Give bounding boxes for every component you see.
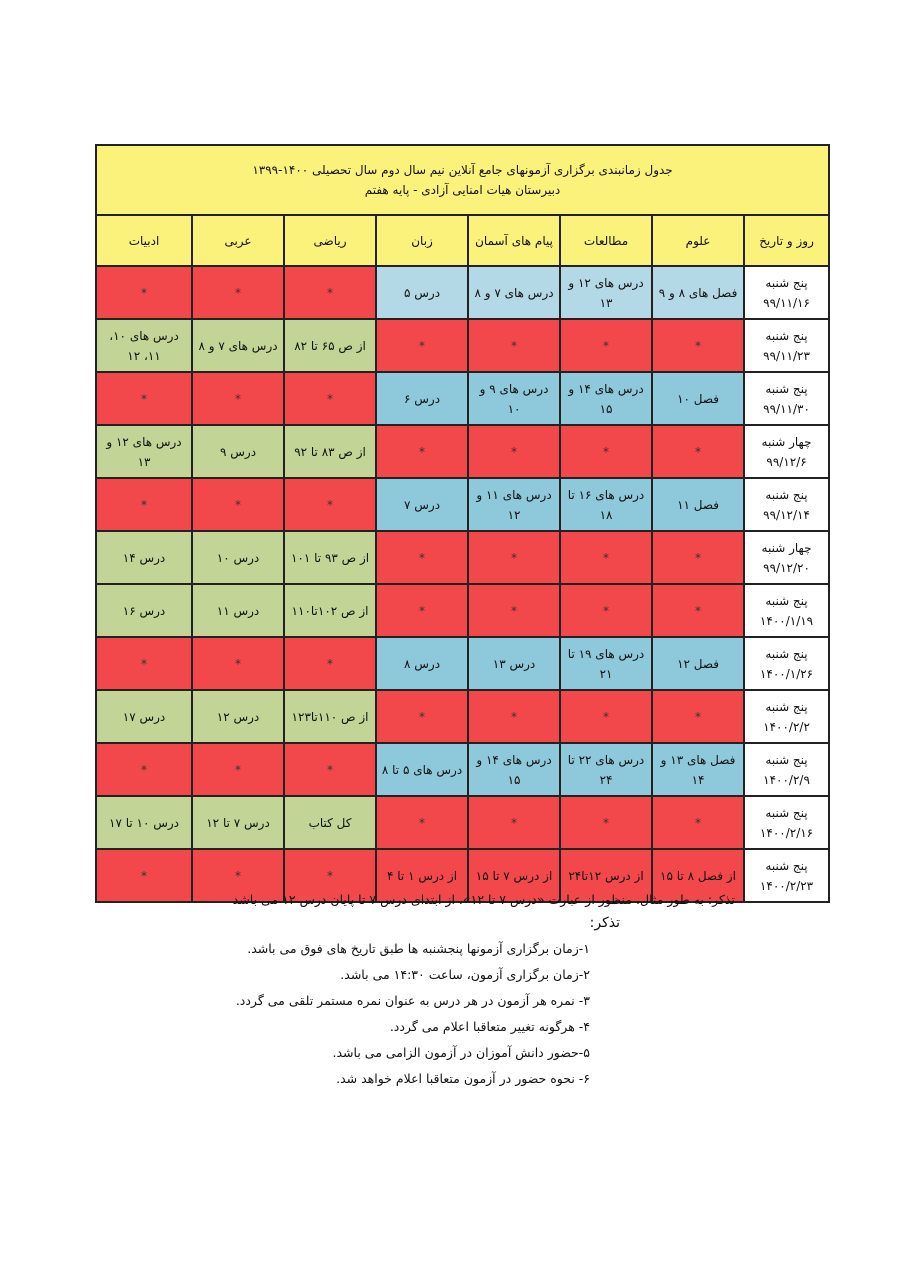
schedule-cell: * [96,743,192,796]
schedule-cell: از درس ۱ تا ۴ [376,849,468,902]
date-label: ۹۹/۱۱/۱۶ [763,295,810,310]
schedule-cell: درس های ۱۴ و ۱۵ [560,372,652,425]
date-cell [744,849,829,902]
date-cell [744,743,829,796]
title-line-1: جدول زمانبندی برگزاری آزمونهای جامع آنلاین نیم سال دوم سال تحصیلی ۱۴۰۰-۱۳۹۹ [252,163,673,177]
schedule-cell: * [192,849,284,902]
schedule-cell: * [376,531,468,584]
note-item: ۱-زمان برگزاری آزمونها پنجشنبه ها طبق تاریخ های فوق می باشد. [247,941,590,956]
col-header-science: علوم [652,215,744,266]
note-item: ۴- هرگونه تغییر متعاقبا اعلام می گردد. [389,1019,590,1034]
schedule-cell: درس های ۱۰، ۱۱، ۱۲ [96,319,192,372]
schedule-cell: درس ۶ [376,372,468,425]
schedule-cell: * [284,743,376,796]
day-label: پنج شنبه [765,646,808,661]
schedule-cell: درس های ۷ و ۸ [192,319,284,372]
schedule-cell: درس ۱۰ تا ۱۷ [96,796,192,849]
day-label: چهار شنبه [761,434,812,449]
schedule-cell: درس ۱۳ [468,637,560,690]
col-header-english: زبان [376,215,468,266]
schedule-cell: * [376,319,468,372]
table-row [96,743,829,796]
schedule-cell: * [96,266,192,319]
schedule-cell: درس ۸ [376,637,468,690]
note-item: ۶- نحوه حضور در آزمون متعاقبا اعلام خواهد شد. [336,1071,590,1086]
date-label: ۹۹/۱۲/۲۰ [763,560,810,575]
schedule-cell: درس ۷ تا ۱۲ [192,796,284,849]
date-label: ۱۴۰۰/۲/۹ [763,772,810,787]
col-header-religion: پیام های آسمان [468,215,560,266]
col-header-date: روز و تاریخ [744,215,829,266]
schedule-cell: درس ۱۴ [96,531,192,584]
day-label: پنج شنبه [765,381,808,396]
schedule-cell: * [560,796,652,849]
table-title [96,145,829,215]
schedule-cell: * [284,372,376,425]
schedule-cell: فصل های ۸ و ۹ [652,266,744,319]
day-label: پنج شنبه [765,752,808,767]
schedule-cell: * [192,478,284,531]
schedule-cell: کل کتاب [284,796,376,849]
note-item: ۵-حضور دانش آموزان در آزمون الزامی می باشد. [332,1045,590,1060]
schedule-cell: درس ۱۰ [192,531,284,584]
schedule-cell: * [468,531,560,584]
schedule-cell: از درس ۷ تا ۱۵ [468,849,560,902]
day-label: پنج شنبه [765,275,808,290]
date-label: ۱۴۰۰/۱/۱۹ [759,613,814,628]
schedule-cell: درس ۵ [376,266,468,319]
schedule-cell: درس های ۹ و ۱۰ [468,372,560,425]
schedule-cell: درس های ۵ تا ۸ [376,743,468,796]
date-label: ۹۹/۱۲/۱۴ [763,507,810,522]
schedule-cell: * [192,266,284,319]
schedule-cell: فصل ۱۲ [652,637,744,690]
schedule-cell: درس های ۱۲ و ۱۳ [560,266,652,319]
day-label: پنج شنبه [765,858,808,873]
date-label: ۱۴۰۰/۲/۲ [763,719,810,734]
schedule-cell: درس ۱۶ [96,584,192,637]
table-row [96,690,829,743]
date-cell [744,425,829,478]
schedule-cell: از ص ۱۰۲تا۱۱۰ [284,584,376,637]
schedule-cell: * [652,425,744,478]
schedule-cell: درس ۱۷ [96,690,192,743]
table-row [96,319,829,372]
date-label: ۹۹/۱۱/۳۰ [763,401,810,416]
schedule-cell: * [560,690,652,743]
date-cell [744,584,829,637]
schedule-cell: درس های ۱۲ و ۱۳ [96,425,192,478]
schedule-cell: * [192,372,284,425]
schedule-cell: * [192,637,284,690]
title-line-2: دبیرستان هیات امنایی آزادی - پایه هفتم [364,183,561,197]
col-header-social: مطالعات [560,215,652,266]
date-cell [744,796,829,849]
schedule-cell: * [284,478,376,531]
schedule-cell: از ص ۸۳ تا ۹۲ [284,425,376,478]
schedule-cell: * [96,637,192,690]
schedule-cell: * [468,319,560,372]
note-item: ۲-زمان برگزاری آزمون، ساعت ۱۴:۳۰ می باشد. [340,967,590,982]
table-row [96,425,829,478]
schedule-cell: * [652,531,744,584]
schedule-cell: درس ۹ [192,425,284,478]
schedule-cell: درس های ۲۲ تا ۲۴ [560,743,652,796]
schedule-cell: * [192,743,284,796]
schedule-sheet [95,144,828,903]
date-label: ۱۴۰۰/۲/۱۶ [759,825,814,840]
day-label: پنج شنبه [765,805,808,820]
schedule-cell: * [376,796,468,849]
schedule-cell: * [468,690,560,743]
schedule-cell: * [468,425,560,478]
table-row [96,478,829,531]
schedule-cell: فصل ۱۱ [652,478,744,531]
table-row [96,584,829,637]
header-row [96,215,829,266]
exam-schedule-table [95,144,830,903]
schedule-cell: * [560,319,652,372]
day-label: پنج شنبه [765,487,808,502]
date-cell [744,266,829,319]
schedule-cell: * [96,849,192,902]
schedule-cell: درس های ۱۴ و ۱۵ [468,743,560,796]
schedule-cell: * [96,478,192,531]
schedule-cell: * [376,690,468,743]
schedule-cell: درس های ۱۹ تا ۲۱ [560,637,652,690]
schedule-cell: * [284,849,376,902]
notes-heading: تذکر: [589,915,620,931]
schedule-cell: * [652,584,744,637]
schedule-cell: درس های ۱۶ تا ۱۸ [560,478,652,531]
col-header-math: ریاضی [284,215,376,266]
schedule-cell: از ص ۶۵ تا ۸۲ [284,319,376,372]
schedule-cell: درس ۱۲ [192,690,284,743]
date-cell [744,319,829,372]
date-cell [744,637,829,690]
schedule-cell: * [468,796,560,849]
schedule-cell: * [376,584,468,637]
day-label: پنج شنبه [765,328,808,343]
schedule-cell: درس ۷ [376,478,468,531]
schedule-cell: از فصل ۸ تا ۱۵ [652,849,744,902]
table-row [96,372,829,425]
schedule-cell: * [96,372,192,425]
date-label: ۱۴۰۰/۲/۲۳ [759,878,814,893]
date-cell [744,690,829,743]
day-label: پنج شنبه [765,699,808,714]
schedule-cell: درس های ۷ و ۸ [468,266,560,319]
schedule-cell: از ص ۱۱۰تا۱۲۳ [284,690,376,743]
table-row [96,796,829,849]
schedule-cell: * [652,796,744,849]
note-item: ۳- نمره هر آزمون در هر درس به عنوان نمره مستمر تلقی می گردد. [235,993,590,1008]
date-label: ۹۹/۱۱/۲۳ [763,348,810,363]
col-header-literature: ادبیات [96,215,192,266]
schedule-cell: فصل ۱۰ [652,372,744,425]
col-header-arabic: عربی [192,215,284,266]
schedule-cell: * [284,266,376,319]
day-label: چهار شنبه [761,540,812,555]
date-label: ۱۴۰۰/۱/۲۶ [759,666,814,681]
table-row [96,531,829,584]
schedule-cell: فصل های ۱۳ و ۱۴ [652,743,744,796]
schedule-cell: از درس ۱۲تا۲۴ [560,849,652,902]
table-row [96,637,829,690]
schedule-cell: * [652,690,744,743]
schedule-cell: * [560,425,652,478]
notes-section [150,890,735,1092]
schedule-cell: * [652,319,744,372]
schedule-cell: درس ۱۱ [192,584,284,637]
table-row [96,266,829,319]
date-cell [744,531,829,584]
date-cell [744,372,829,425]
schedule-cell: * [284,637,376,690]
example-note: تذکر: به طور مثال، منظور از عبارت «درس ۷ تا ۱۲»، از ابتدای درس ۷ تا پایان درس ۱۲ می باشد [232,892,735,907]
date-label: ۹۹/۱۲/۶ [766,454,807,469]
schedule-cell: * [560,531,652,584]
schedule-cell: درس های ۱۱ و ۱۲ [468,478,560,531]
schedule-cell: از ص ۹۳ تا ۱۰۱ [284,531,376,584]
schedule-cell: * [468,584,560,637]
schedule-cell: * [560,584,652,637]
day-label: پنج شنبه [765,593,808,608]
date-cell [744,478,829,531]
schedule-cell: * [376,425,468,478]
